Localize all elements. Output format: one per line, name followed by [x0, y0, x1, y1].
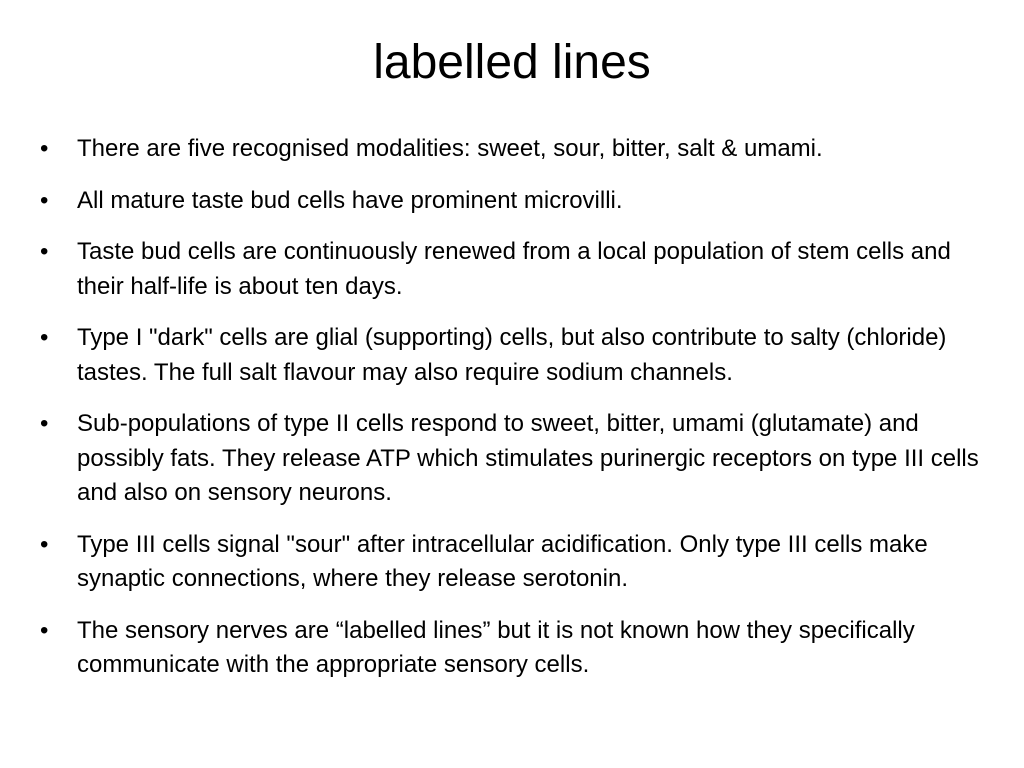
- bullet-icon: •: [40, 530, 49, 558]
- bullet-icon: •: [40, 410, 49, 437]
- bullet-text: There are five recognised modalities: sweet, sour, bitter, salt & umami.: [77, 135, 823, 162]
- bullet-text: All mature taste bud cells have prominent microvilli.: [77, 186, 623, 214]
- bullet-text: Taste bud cells are continuously renewed from a local population of stem cells and their half-life is about ten days.: [77, 238, 951, 300]
- bullet-icon: •: [40, 186, 49, 214]
- bullet-icon: •: [40, 135, 49, 162]
- list-item: [40, 528, 980, 597]
- list-item: [40, 184, 980, 219]
- list-item: [40, 132, 980, 167]
- bullet-icon: •: [40, 324, 49, 351]
- bullet-text: Type I "dark" cells are glial (supporting) cells, but also contribute to salty (chloride) tastes. The full salt flavour may also require sodium channels.: [77, 324, 947, 386]
- slide-title: labelled lines: [373, 36, 651, 89]
- list-item: [40, 235, 980, 304]
- bullet-text: Sub-populations of type II cells respond to sweet, bitter, umami (glutamate) and possibly fats. They release ATP which stimulates purinergic receptors on type III cells and also on sensory neurons.: [77, 410, 979, 506]
- bullet-icon: •: [40, 238, 49, 265]
- list-item: [40, 321, 980, 390]
- list-item: [40, 614, 980, 683]
- bullet-list: [40, 132, 980, 700]
- bullet-text: Type III cells signal "sour" after intracellular acidification. Only type III cells make synaptic connections, where they release serotonin.: [77, 530, 928, 592]
- bullet-icon: •: [40, 616, 49, 644]
- bullet-text: The sensory nerves are “labelled lines” but it is not known how they specifically communicate with the appropriate sensory cells.: [77, 616, 915, 678]
- list-item: [40, 407, 980, 511]
